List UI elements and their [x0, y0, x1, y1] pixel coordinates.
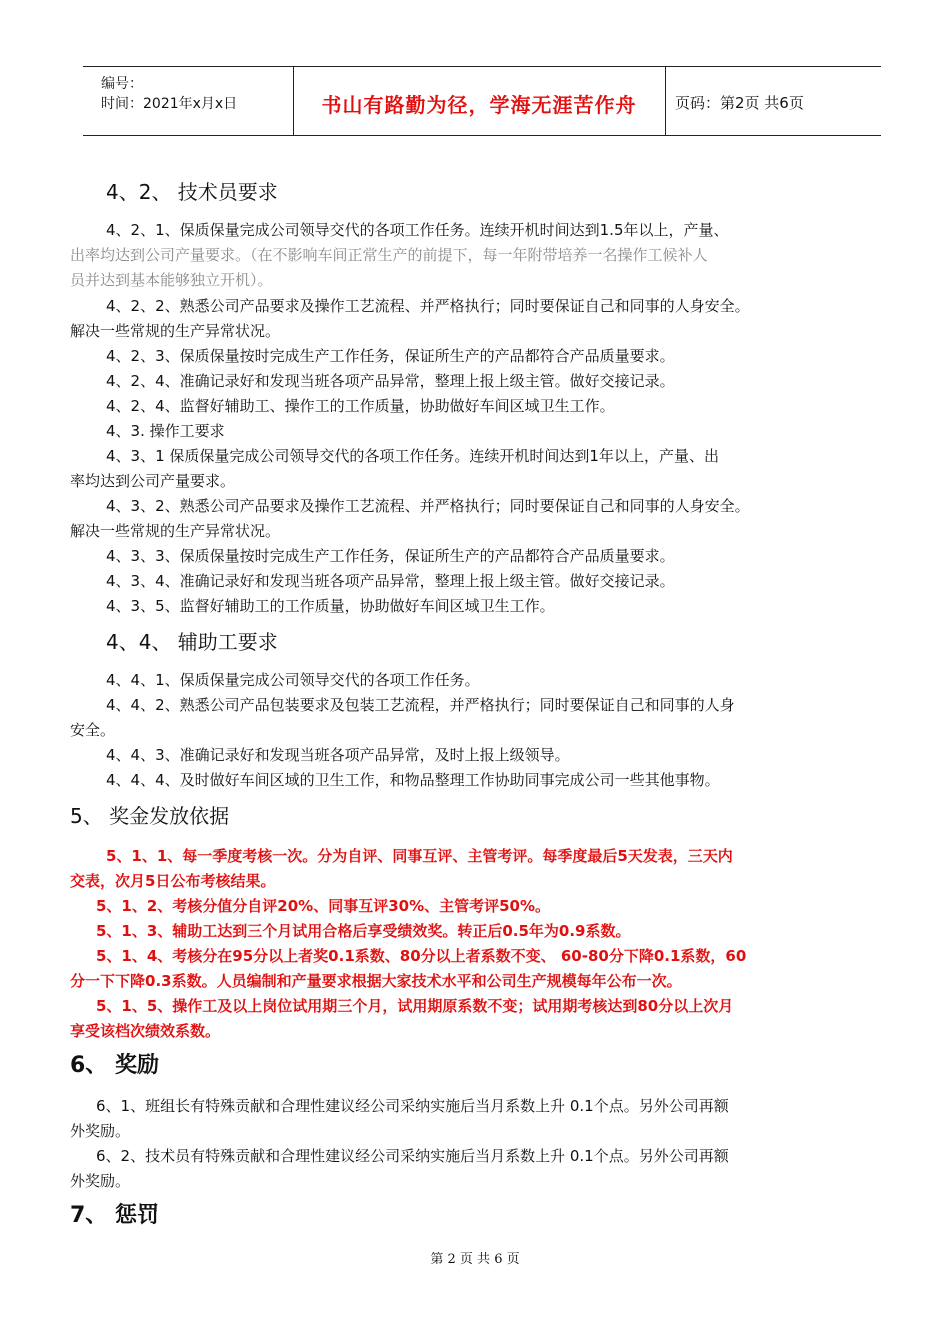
body-line: 4、3、3、保质保量按时完成生产工作任务，保证所生产的产品都符合产品质量要求。 [106, 547, 675, 565]
header-top-rule [83, 66, 881, 67]
chapter-heading: 5、 奖金发放依据 [70, 804, 230, 828]
header-meta [101, 74, 237, 114]
body-line: 4、4、2、熟悉公司产品包装要求及包装工艺流程，并严格执行；同时要保证自己和同事的人身 [106, 696, 735, 714]
chapter-heading: 7、 惩罚 [70, 1203, 159, 1228]
bonus-rule-line: 交表，次月5日公布考核结果。 [70, 872, 276, 890]
body-line: 解决一些常规的生产异常状况。 [70, 322, 281, 340]
bonus-rule-line: 5、1、2、考核分值分自评20%、同事互评30%、主管考评50%。 [96, 897, 551, 915]
body-line: 4、3、5、监督好辅助工的工作质量，协助做好车间区域卫生工作。 [106, 597, 555, 615]
bonus-rule-line: 5、1、3、辅助工达到三个月试用合格后享受绩效奖。转正后0.5年为0.9系数。 [96, 922, 631, 940]
bonus-rule-line: 5、1、1、每一季度考核一次。分为自评、同事互评、主管考评。每季度最后5天发表，三天内 [106, 847, 733, 865]
body-line: 4、4、3、准确记录好和发现当班各项产品异常，及时上报上级领导。 [106, 746, 570, 764]
header-page-info: 页码：第2页 共6页 [675, 94, 804, 112]
body-line: 外奖励。 [70, 1122, 131, 1140]
page-footer: 第 2 页 共 6 页 [430, 1252, 520, 1267]
body-line: 6、2、技术员有特殊贡献和合理性建议经公司采纳实施后当月系数上升 0.1个点。另外公司再额 [96, 1147, 729, 1165]
body-line: 解决一些常规的生产异常状况。 [70, 522, 281, 540]
header-motto: 书山有路勤为径，学海无涯苦作舟 [321, 93, 637, 117]
bonus-rule-line: 5、1、5、操作工及以上岗位试用期三个月，试用期原系数不变；试用期考核达到80分以上次月 [96, 997, 734, 1015]
body-line: 员并达到基本能够独立开机）。 [70, 271, 273, 289]
body-line: 4、2、4、准确记录好和发现当班各项产品异常，整理上报上级主管。做好交接记录。 [106, 372, 675, 390]
body-line: 外奖励。 [70, 1172, 131, 1190]
body-line: 4、2、1、保质保量完成公司领导交代的各项工作任务。连续开机时间达到1.5年以上，产量、 [106, 221, 729, 239]
body-line: 4、3、2、熟悉公司产品要求及操作工艺流程、并严格执行；同时要保证自己和同事的人身安全。 [106, 497, 750, 515]
page-header [83, 66, 881, 136]
section-heading: 4、4、 辅助工要求 [106, 630, 278, 654]
body-line: 安全。 [70, 721, 116, 739]
body-line: 4、4、4、及时做好车间区域的卫生工作，和物品整理工作协助同事完成公司一些其他事物。 [106, 771, 720, 789]
header-bottom-rule [83, 135, 881, 136]
body-line: 出率均达到公司产量要求。（在不影响车间正常生产的前提下，每一年附带培养一名操作工候补人 [70, 246, 708, 264]
document-time: 时间：2021年x月x日 [101, 96, 238, 112]
body-line: 4、2、4、监督好辅助工、操作工的工作质量，协助做好车间区域卫生工作。 [106, 397, 615, 415]
bonus-rule-line: 分一下下降0.3系数。人员编制和产量要求根据大家技术水平和公司生产规模每年公布一次。 [70, 972, 682, 990]
body-line: 4、3、4、准确记录好和发现当班各项产品异常，整理上报上级主管。做好交接记录。 [106, 572, 675, 590]
section-heading: 4、3. 操作工要求 [106, 422, 225, 440]
bonus-rule-line: 享受该档次绩效系数。 [70, 1022, 221, 1040]
body-line: 4、4、1、保质保量完成公司领导交代的各项工作任务。 [106, 671, 480, 689]
section-heading: 4、2、 技术员要求 [106, 180, 278, 204]
header-divider [665, 66, 666, 136]
body-line: 4、2、3、保质保量按时完成生产工作任务，保证所生产的产品都符合产品质量要求。 [106, 347, 675, 365]
bonus-rule-line: 5、1、4、考核分在95分以上者奖0.1系数、80分以上者系数不变、 60-80分下降0.1系数，60 [96, 947, 747, 965]
body-line: 4、2、2、熟悉公司产品要求及操作工艺流程、并严格执行；同时要保证自己和同事的人身安全。 [106, 297, 750, 315]
body-line: 率均达到公司产量要求。 [70, 472, 236, 490]
body-line: 6、1、班组长有特殊贡献和合理性建议经公司采纳实施后当月系数上升 0.1个点。另外公司再额 [96, 1097, 729, 1115]
body-line: 4、3、1 保质保量完成公司领导交代的各项工作任务。连续开机时间达到1年以上，产量、出 [106, 447, 719, 465]
chapter-heading: 6、 奖励 [70, 1053, 159, 1078]
document-number: 编号： [101, 76, 143, 92]
